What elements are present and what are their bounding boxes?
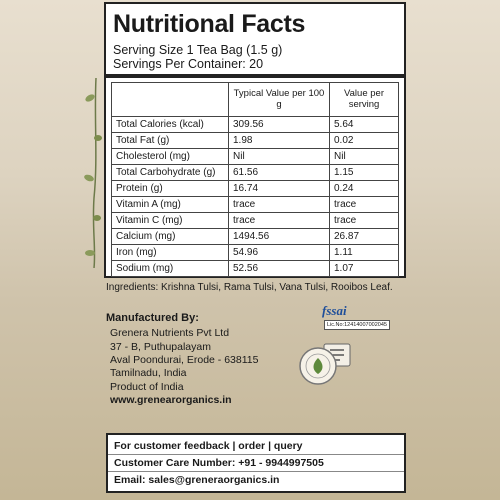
address-line-2: Aval Poondurai, Erode - 638115 [110, 354, 259, 366]
customer-care-number[interactable]: Customer Care Number: +91 - 9944997505 [114, 457, 324, 469]
table-header-blank [112, 83, 229, 117]
value-per100: 16.74 [229, 181, 330, 197]
table-row [112, 181, 399, 197]
value-per-serving: Nil [330, 149, 399, 165]
value-per100: 52.56 [229, 261, 330, 277]
value-per-serving: 1.07 [330, 261, 399, 277]
contact-email[interactable]: Email: sales@greneraorganics.in [114, 474, 280, 486]
address-line-1: 37 - B, Puthupalayam [110, 341, 211, 353]
nutrient-name: Total Calories (kcal) [112, 117, 229, 133]
value-per-serving: 26.87 [330, 229, 399, 245]
address-state: Tamilnadu, India [110, 367, 187, 379]
nutrient-name: Sodium (mg) [112, 261, 229, 277]
nutrient-name: Vitamin C (mg) [112, 213, 229, 229]
value-per-serving: trace [330, 197, 399, 213]
value-per-serving: 0.02 [330, 133, 399, 149]
column-header-per100: Typical Value per 100 g [229, 83, 330, 117]
organic-seal-icon [298, 346, 338, 386]
value-per100: 1494.56 [229, 229, 330, 245]
table-row [112, 197, 399, 213]
nutrient-name: Calcium (mg) [112, 229, 229, 245]
origin-text: Product of India [110, 381, 184, 393]
facts-title: Nutritional Facts [113, 10, 306, 38]
value-per-serving: 1.15 [330, 165, 399, 181]
value-per-serving: 5.64 [330, 117, 399, 133]
table-row [112, 229, 399, 245]
value-per100: 309.56 [229, 117, 330, 133]
nutrition-table [111, 82, 399, 277]
table-row [112, 117, 399, 133]
value-per100: Nil [229, 149, 330, 165]
nutrition-facts-panel [104, 2, 406, 278]
table-header-row [112, 83, 399, 117]
ingredients-text: Ingredients: Krishna Tulsi, Rama Tulsi, Vana Tulsi, Rooibos Leaf. [106, 282, 393, 293]
manufacturer-name: Grenera Nutrients Pvt Ltd [110, 327, 230, 339]
contact-panel [106, 433, 406, 493]
value-per100: trace [229, 213, 330, 229]
nutrient-name: Protein (g) [112, 181, 229, 197]
fssai-logo [322, 302, 368, 320]
divider [108, 471, 404, 472]
servings-per-container: Servings Per Container: 20 [113, 57, 264, 71]
value-per100: 54.96 [229, 245, 330, 261]
table-row [112, 261, 399, 277]
nutrient-name: Cholesterol (mg) [112, 149, 229, 165]
value-per100: trace [229, 197, 330, 213]
leaf-decoration-icon [84, 78, 102, 268]
nutrient-name: Iron (mg) [112, 245, 229, 261]
table-row [112, 149, 399, 165]
nutrient-name: Total Fat (g) [112, 133, 229, 149]
manufacturer-heading: Manufactured By: [106, 312, 199, 324]
table-row [112, 213, 399, 229]
divider [106, 74, 404, 78]
feedback-label: For customer feedback | order | query [114, 440, 303, 452]
value-per100: 1.98 [229, 133, 330, 149]
value-per100: 61.56 [229, 165, 330, 181]
value-per-serving: 1.11 [330, 245, 399, 261]
nutrient-name: Vitamin A (mg) [112, 197, 229, 213]
value-per-serving: 0.24 [330, 181, 399, 197]
fssai-logo-text: fssai [322, 303, 347, 318]
column-header-per-serving: Value per serving [330, 83, 399, 117]
nutrient-name: Total Carbohydrate (g) [112, 165, 229, 181]
table-row [112, 133, 399, 149]
website-link[interactable]: www.grenearorganics.in [110, 394, 232, 406]
serving-size: Serving Size 1 Tea Bag (1.5 g) [113, 43, 283, 57]
value-per-serving: trace [330, 213, 399, 229]
table-row [112, 245, 399, 261]
table-row [112, 165, 399, 181]
divider [108, 454, 404, 455]
fssai-license: Lic.No:12414007002045 [324, 320, 390, 330]
